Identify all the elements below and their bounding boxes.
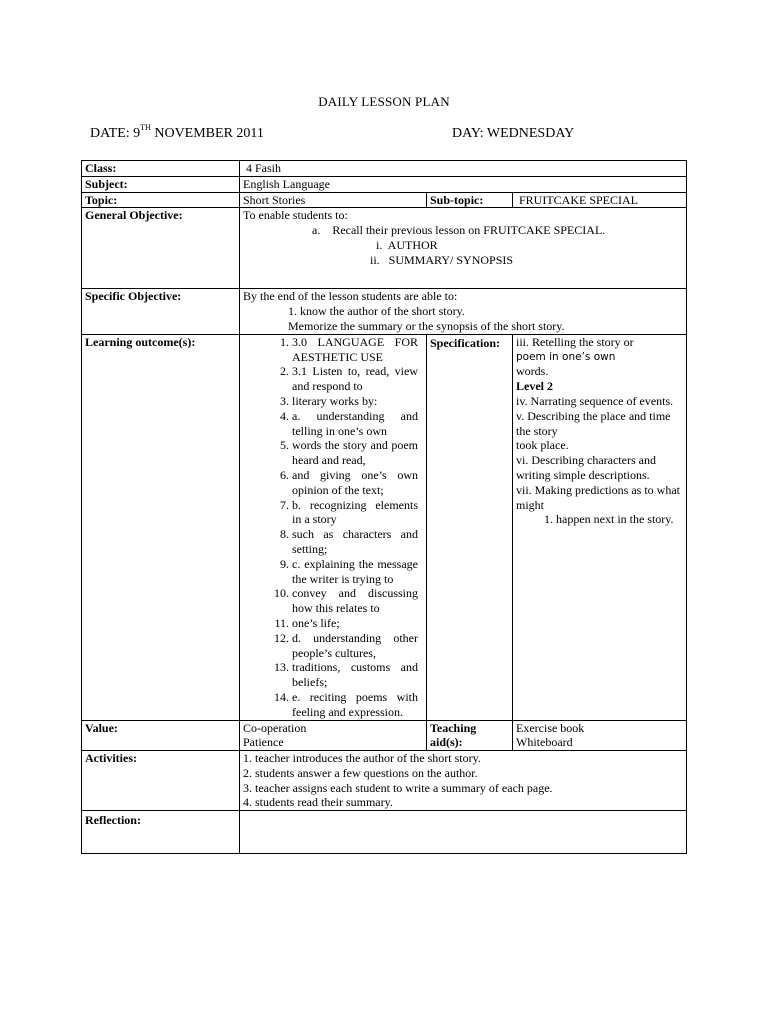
subtopic-label: Sub-topic: — [427, 192, 513, 208]
spec-sub-list — [516, 512, 683, 527]
learning-outcome-item: 3. literary works by: — [292, 394, 418, 409]
learning-outcome-label: Learning outcome(s): — [82, 334, 240, 720]
activities-label: Activities: — [82, 751, 240, 811]
date-superscript: TH — [140, 123, 151, 132]
specific-objective-intro: By the end of the lesson students are able to: — [243, 289, 458, 304]
general-objective-intro: To enable students to: — [243, 208, 348, 223]
activity-line: 1. teacher introduces the author of the short story. — [243, 751, 481, 766]
teaching-aid-line: Whiteboard — [516, 735, 573, 750]
learning-outcome-item: 11. one’s life; — [292, 616, 418, 631]
value-line: Patience — [243, 735, 284, 750]
row-reflection — [82, 811, 687, 854]
teaching-aid-line: Exercise book — [516, 720, 585, 735]
page-title: DAILY LESSON PLAN — [318, 94, 450, 109]
spec-line: vii. Making predictions as to what might — [516, 482, 680, 512]
specification-label: Specification: — [427, 334, 513, 720]
subject-label: Subject: — [82, 176, 240, 192]
general-objective-item-ii: ii. SUMMARY/ SYNOPSIS — [370, 252, 514, 267]
general-objective-item-a: a. Recall their previous lesson on FRUITCAKE SPECIAL. — [312, 223, 606, 238]
reflection-value — [240, 811, 687, 854]
teaching-aid-label: Teaching aid(s): — [427, 720, 513, 751]
class-label: Class: — [82, 161, 240, 177]
learning-outcome-item: 2. 3.1 Listen to, read, view and respond to — [292, 364, 418, 394]
row-learning-outcome — [82, 334, 687, 720]
spec-line: words. — [516, 364, 549, 379]
learning-outcome-item: 14. e. reciting poems with feeling and expression. — [292, 690, 418, 720]
topic-value: Short Stories — [240, 192, 427, 208]
spec-line: poem in one’s own — [516, 350, 616, 363]
learning-outcome-item: 1. 3.0 LANGUAGE FOR AESTHETIC USE — [292, 335, 418, 365]
date-suffix: NOVEMBER 2011 — [150, 126, 264, 141]
spec-line: v. Describing the place and time the story — [516, 408, 671, 438]
row-value — [82, 720, 687, 751]
learning-outcome-item: 10. convey and discussing how this relates to — [292, 586, 418, 616]
value-line: Co-operation — [243, 720, 307, 735]
spec-line: iv. Narrating sequence of events. — [516, 393, 674, 408]
spec-line: iii. Retelling the story or — [516, 334, 634, 349]
reflection-label: Reflection: — [82, 811, 240, 854]
learning-outcome-item: 8. such as characters and setting; — [292, 527, 418, 557]
specific-objective-label: Specific Objective: — [82, 289, 240, 334]
date-prefix: DATE: 9 — [90, 126, 141, 141]
row-specific-objective — [82, 289, 687, 334]
row-class — [82, 161, 687, 177]
learning-outcome-item: 13. traditions, customs and beliefs; — [292, 660, 418, 690]
learning-outcome-item: 12. d. understanding other people’s cultures, — [292, 631, 418, 661]
learning-outcome-list-cell — [240, 334, 427, 720]
learning-outcome-item: 6. and giving one’s own opinion of the text; — [292, 468, 418, 498]
subject-value: English Language — [240, 176, 687, 192]
date-line — [90, 123, 264, 142]
topic-label: Topic: — [82, 192, 240, 208]
spec-line: took place. — [516, 438, 569, 453]
activity-line: 3. teacher assigns each student to write a summary of each page. — [243, 780, 553, 795]
day-line: DAY: WEDNESDAY — [452, 126, 575, 141]
spec-level: Level 2 — [516, 379, 553, 394]
row-activities — [82, 751, 687, 811]
spec-line: vi. Describing characters and writing simple descriptions. — [516, 453, 656, 482]
teaching-aid-value — [513, 720, 687, 751]
activity-line: 2. students answer a few questions on the author. — [243, 765, 478, 780]
subtopic-value: FRUITCAKE SPECIAL — [513, 192, 687, 208]
learning-outcome-list — [243, 335, 418, 720]
lesson-plan-table — [81, 160, 687, 854]
learning-outcome-item: 5. words the story and poem heard and read, — [292, 438, 418, 468]
row-topic — [82, 192, 687, 208]
class-value: 4 Fasih — [240, 161, 687, 177]
activity-line: 4. students read their summary. — [243, 795, 393, 810]
learning-outcome-item: 7. b. recognizing elements in a story — [292, 498, 418, 528]
general-objective-value — [240, 208, 687, 289]
row-general-objective — [82, 208, 687, 289]
specific-objective-line1: 1. know the author of the short story. — [288, 304, 465, 319]
learning-outcome-item: 9. c. explaining the message the writer is trying to — [292, 557, 418, 587]
value-value — [240, 720, 427, 751]
spec-sub-item: 1. happen next in the story. — [556, 512, 683, 527]
value-label: Value: — [82, 720, 240, 751]
specific-objective-line2: Memorize the summary or the synopsis of the short story. — [288, 318, 565, 333]
learning-outcome-item: 4. a. understanding and telling in one’s own — [292, 409, 418, 439]
activities-value — [240, 751, 687, 811]
general-objective-item-i: i. AUTHOR — [376, 237, 438, 252]
row-subject — [82, 176, 687, 192]
general-objective-label: General Objective: — [82, 208, 240, 289]
specific-objective-value — [240, 289, 687, 334]
specification-value — [513, 334, 687, 720]
